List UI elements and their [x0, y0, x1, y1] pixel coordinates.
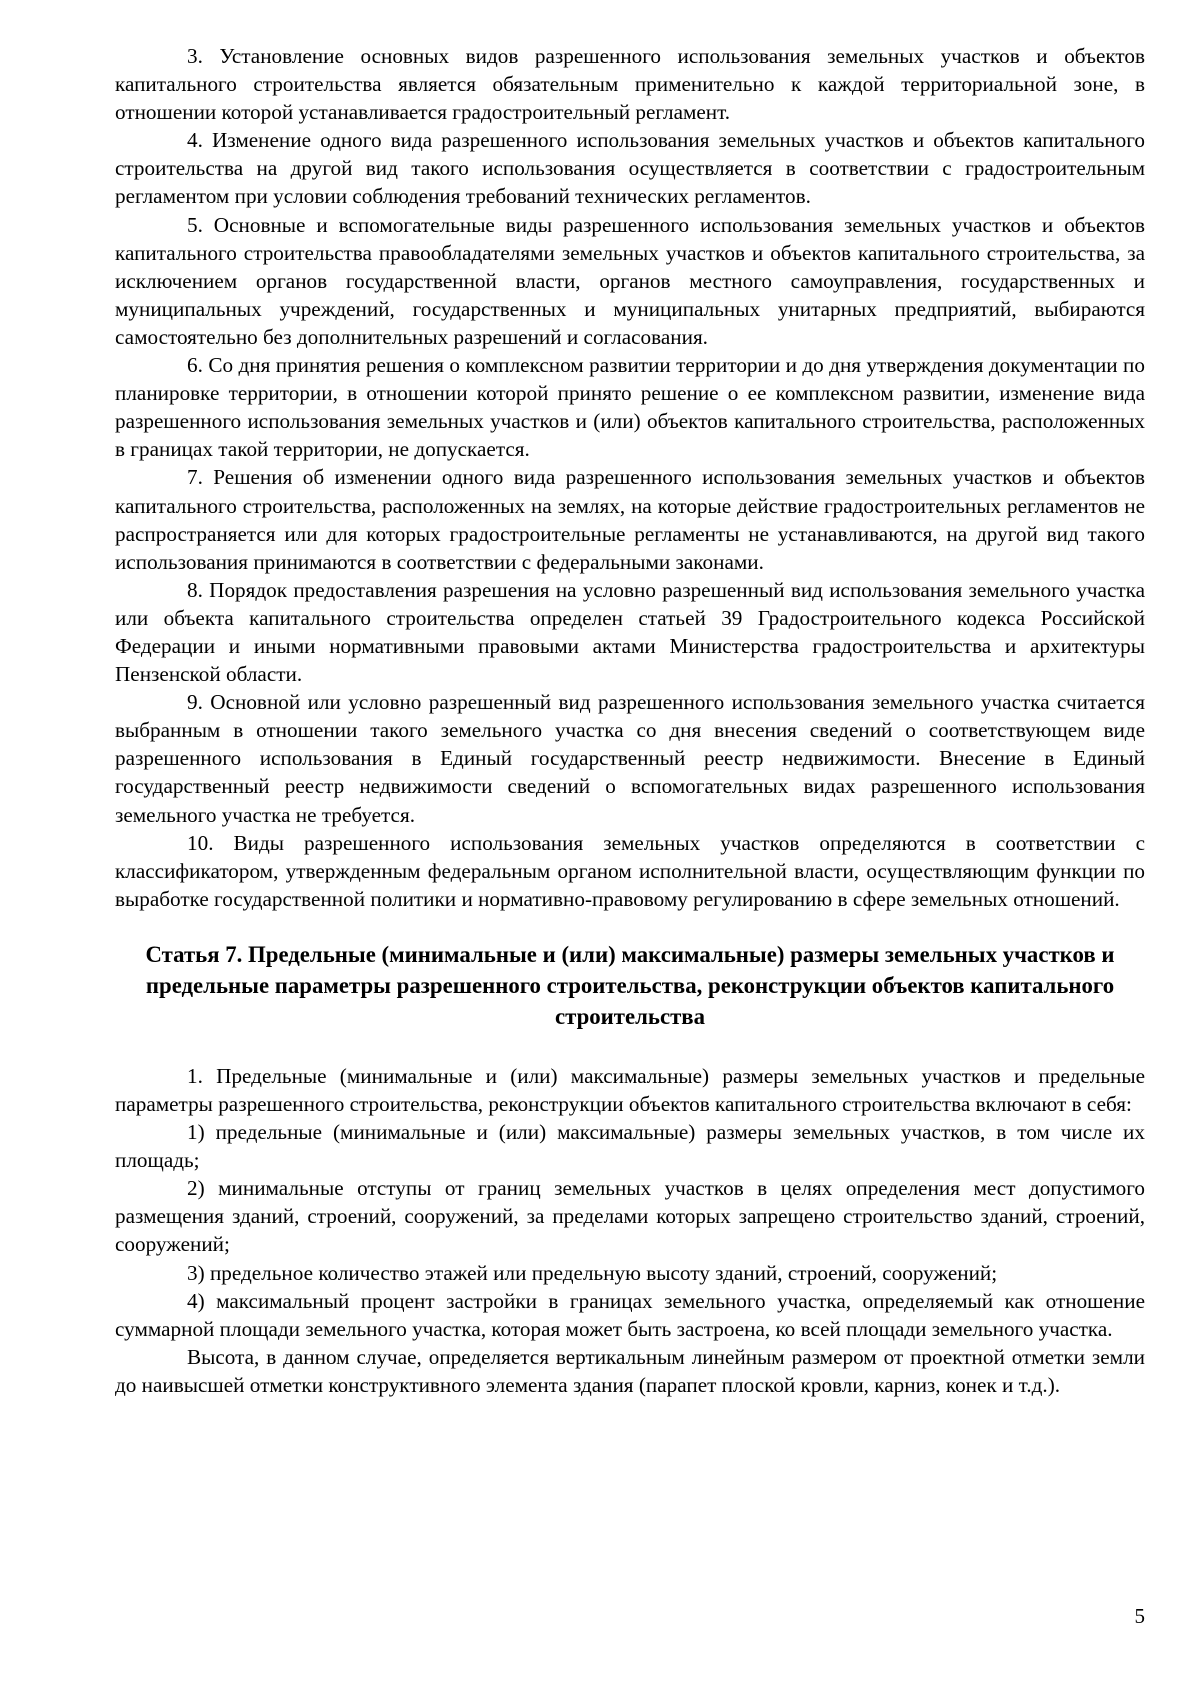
page-number: 5 — [1134, 1604, 1145, 1628]
paragraph-item-9: 9. Основной или условно разрешенный вид разрешенного использования земельного участка считается выбранным в отношении такого земельного участка со дня внесения сведений о соответствующем виде разрешенного использования в Единый государственный реестр недвижимости. Внесение в Единый государственный реестр недвижимости сведений о вспомогательных видах разрешенного использования земельного участка не требуется. — [115, 690, 1145, 827]
article-7-height-note: Высота, в данном случае, определяется вертикальным линейным размером от проектной отметки земли до наивысшей отметки конструктивного элемента здания (парапет плоской кровли, карниз, конек и т.д.). — [115, 1344, 1145, 1397]
paragraph-item-3: 3. Установление основных видов разрешенного использования земельных участков и объектов капитального строительства является обязательным применительно к каждой территориальной зоне, в отношении которой устанавливается градостроительный регламент. — [115, 44, 1145, 125]
article-7-subitem-2: 2) минимальные отступы от границ земельных участков в целях определения мест допустимого размещения зданий, строений, сооружений, за пределами которых запрещено строительство зданий, строений, сооружений; — [115, 1176, 1145, 1257]
paragraph-item-8: 8. Порядок предоставления разрешения на условно разрешенный вид использования земельного участка или объекта капитального строительства определен статьей 39 Градостроительного кодекса Российской Федерации и иными нормативными правовыми актами Министерства градостроительства и архитектуры Пензенской области. — [115, 577, 1145, 687]
article-7-paragraph-1: 1. Предельные (минимальные и (или) максимальные) размеры земельных участков и предельные параметры разрешенного строительства, реконструкции объектов капитального строительства включают в себя: — [115, 1063, 1145, 1116]
article-7-subitem-3: 3) предельное количество этажей или предельную высоту зданий, строений, сооружений; — [187, 1260, 998, 1285]
paragraph-item-10: 10. Виды разрешенного использования земельных участков определяются в соответствии с классификатором, утвержденным федеральным органом исполнительной власти, осуществляющим функции по выработке государственной политики и нормативно-правовому регулированию в сфере земельных отношений. — [115, 830, 1145, 911]
document-body — [115, 42, 1145, 1399]
paragraph-item-6: 6. Со дня принятия решения о комплексном развитии территории и до дня утверждения документации по планировке территории, в отношении которой принято решение о ее комплексном развитии, изменение вида разрешенного использования земельных участков и (или) объектов капитального строительства, расположенных в границах такой территории, не допускается. — [115, 353, 1145, 462]
article-7-heading: Статья 7. Предельные (минимальные и (или) максимальные) размеры земельных участков и предельные параметры разрешенного строительства, реконструкции объектов капитального строительства — [145, 941, 1115, 1029]
paragraph-item-4: 4. Изменение одного вида разрешенного использования земельных участков и объектов капитального строительства на другой вид такого использования осуществляется в соответствии с градостроительным регламентом при условии соблюдения требований технических регламентов. — [115, 128, 1145, 209]
paragraph-item-7: 7. Решения об изменении одного вида разрешенного использования земельных участков и объектов капитального строительства, расположенных на землях, на которые действие градостроительных регламентов не распространяется или для которых градостроительные регламенты не устанавливаются, на другой вид такого использования принимаются в соответствии с федеральными законами. — [115, 465, 1145, 574]
article-7-subitem-4: 4) максимальный процент застройки в границах земельного участка, определяемый как отношение суммарной площади земельного участка, которая может быть застроена, ко всей площади земельного участка. — [115, 1288, 1145, 1341]
paragraph-item-5: 5. Основные и вспомогательные виды разрешенного использования земельных участков и объектов капитального строительства правообладателями земельных участков и объектов капитального строительства, за исключением органов государственной власти, органов местного самоуправления, государственных и муниципальных учреждений, государственных и муниципальных унитарных предприятий, выбираются самостоятельно без дополнительных разрешений и согласования. — [115, 212, 1145, 349]
article-7-subitem-1: 1) предельные (минимальные и (или) максимальные) размеры земельных участков, в том числе их площадь; — [115, 1120, 1145, 1173]
